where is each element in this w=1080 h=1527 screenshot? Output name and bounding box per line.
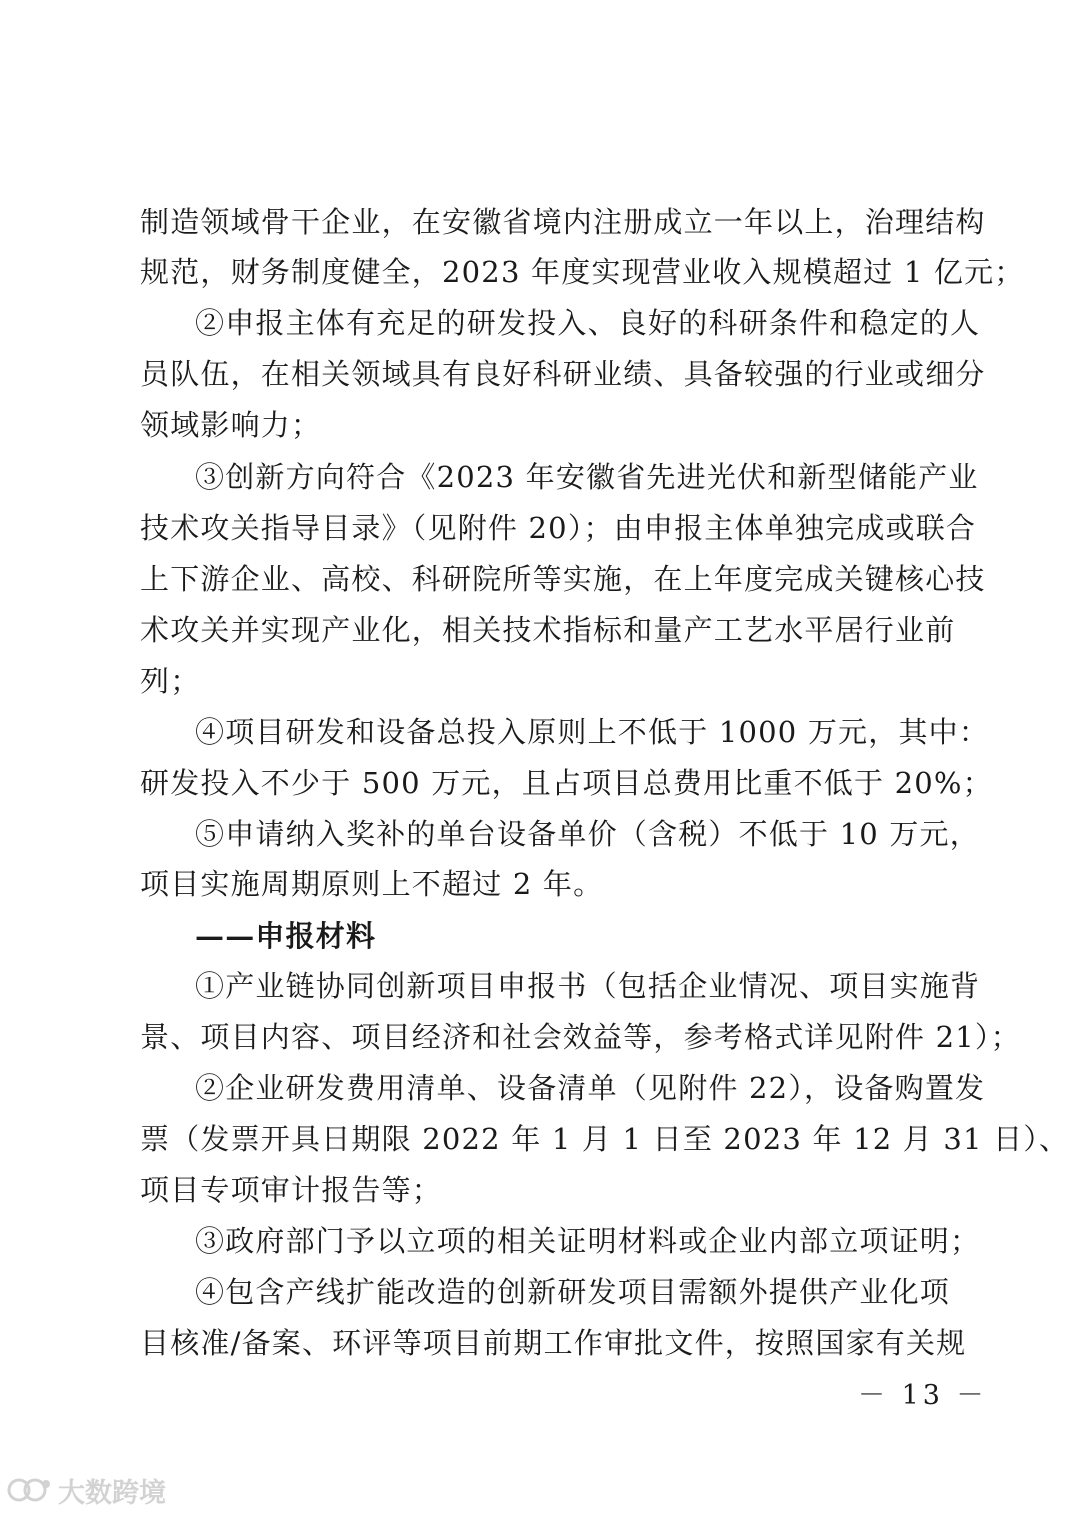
body-line: ②企业研发费用清单、设备清单（见附件 22），设备购置发 <box>195 1071 986 1105</box>
page-number: － 13 － <box>858 1380 988 1411</box>
body-line: ④包含产线扩能改造的创新研发项目需额外提供产业化项 <box>195 1275 951 1309</box>
body-line: ⑤申请纳入奖补的单台设备单价（含税）不低于 10 万元， <box>195 817 980 851</box>
body-line: 目核准/备案、环评等项目前期工作审批文件，按照国家有关规 <box>140 1326 967 1360</box>
body-line: 技术攻关指导目录》（见附件 20）；由申报主体单独完成或联合 <box>140 511 977 545</box>
body-line: 员队伍，在相关领域具有良好科研业绩、具备较强的行业或细分 <box>140 357 986 391</box>
body-line: 列； <box>140 664 201 698</box>
body-line: 景、项目内容、项目经济和社会效益等，参考格式详见附件 21）； <box>140 1020 1021 1054</box>
body-line: 票（发票开具日期限 2022 年 1 月 1 日至 2023 年 12 月 31 日）、 <box>140 1122 1070 1156</box>
body-line: ③政府部门予以立项的相关证明材料或企业内部立项证明； <box>195 1224 981 1258</box>
brand-logo-icon <box>6 1475 52 1505</box>
body-line: 项目实施周期原则上不超过 2 年。 <box>140 867 604 901</box>
body-line: 领域影响力； <box>140 408 322 442</box>
body-line: ①产业链协同创新项目申报书（包括企业情况、项目实施背 <box>195 969 981 1003</box>
watermark <box>6 1472 166 1508</box>
body-line: ③创新方向符合《2023 年安徽省先进光伏和新型储能产业 <box>195 460 979 494</box>
section-heading: ——申报材料 <box>195 919 377 953</box>
body-line: ②申报主体有充足的研发投入、良好的科研条件和稳定的人 <box>195 306 981 340</box>
body-line: ④项目研发和设备总投入原则上不低于 1000 万元，其中： <box>195 715 990 749</box>
body-line: 上下游企业、高校、科研院所等实施，在上年度完成关键核心技 <box>140 562 986 596</box>
body-line: 制造领域骨干企业，在安徽省境内注册成立一年以上，治理结构 <box>140 205 986 239</box>
body-line: 术攻关并实现产业化，相关技术指标和量产工艺水平居行业前 <box>140 613 956 647</box>
watermark-text: 大数跨境 <box>58 1477 166 1509</box>
body-line: 项目专项审计报告等； <box>140 1173 443 1207</box>
body-line: 规范，财务制度健全，2023 年度实现营业收入规模超过 1 亿元； <box>140 255 1025 289</box>
body-line: 研发投入不少于 500 万元，且占项目总费用比重不低于 20%； <box>140 766 993 800</box>
